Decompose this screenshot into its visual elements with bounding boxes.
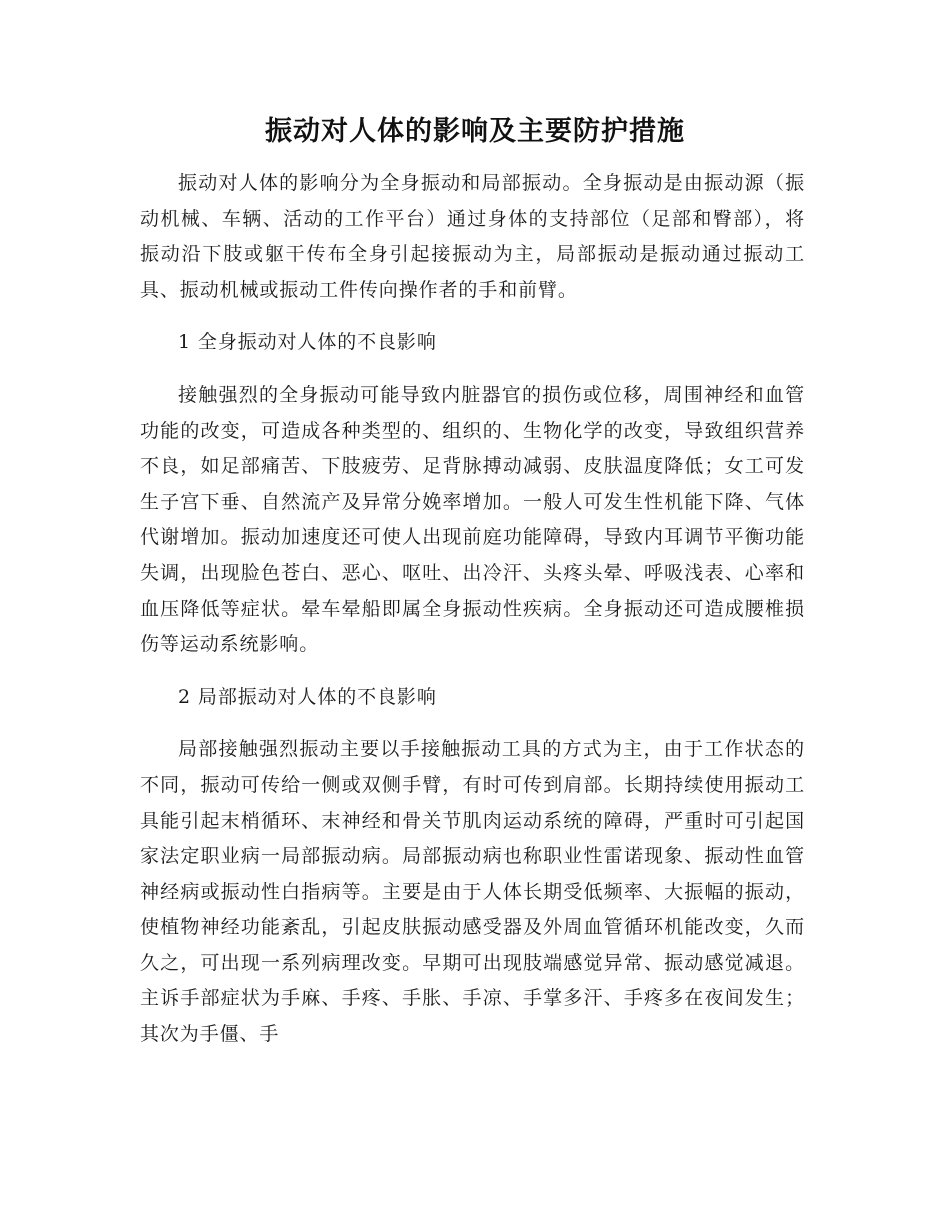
intro-paragraph: 振动对人体的影响分为全身振动和局部振动。全身振动是由振动源（振动机械、车辆、活动的工作平台）通过身体的支持部位（足部和臀部），将振动沿下肢或躯干传布全身引起接振动为主，局部振动是振动通过振动工具、振动机械或振动工件传向操作者的手和前臂。 xyxy=(140,172,805,301)
section-2-heading: 2 局部振动对人体的不良影响 xyxy=(178,685,437,708)
section-2-paragraph: 局部接触强烈振动主要以手接触振动工具的方式为主，由于工作状态的不同，振动可传给一侧或双侧手臂，有时可传到肩部。长期持续使用振动工具能引起末梢循环、末神经和骨关节肌肉运动系统的障碍，严重时可引起国家法定职业病一局部振动病。局部振动病也称职业性雷诺现象、振动性血管神经病或振动性白指病等。主要是由于人体长期受低频率、大振幅的振动，使植物神经功能紊乱，引起皮肤振动感受器及外周血管循环机能改变，久而久之，可出现一系列病理改变。早期可出现肢端感觉异常、振动感觉减退。主诉手部症状为手麻、手疼、手胀、手凉、手掌多汗、手疼多在夜间发生；其次为手僵、手 xyxy=(140,738,805,1046)
section-1-heading: 1 全身振动对人体的不良影响 xyxy=(178,331,437,354)
page-title: 振动对人体的影响及主要防护措施 xyxy=(265,116,685,147)
section-1-paragraph: 接触强烈的全身振动可能导致内脏器官的损伤或位移，周围神经和血管功能的改变，可造成各种类型的、组织的、生物化学的改变，导致组织营养不良，如足部痛苦、下肢疲劳、足背脉搏动减弱、皮肤温度降低；女工可发生子宫下垂、自然流产及异常分娩率增加。一般人可发生性机能下降、气体代谢增加。振动加速度还可使人出现前庭功能障碍，导致内耳调节平衡功能失调，出现脸色苍白、恶心、呕吐、出冷汗、头疼头晕、呼吸浅表、心率和血压降低等症状。晕车晕船即属全身振动性疾病。全身振动还可造成腰椎损伤等运动系统影响。 xyxy=(140,383,805,656)
document-body xyxy=(140,166,805,1053)
